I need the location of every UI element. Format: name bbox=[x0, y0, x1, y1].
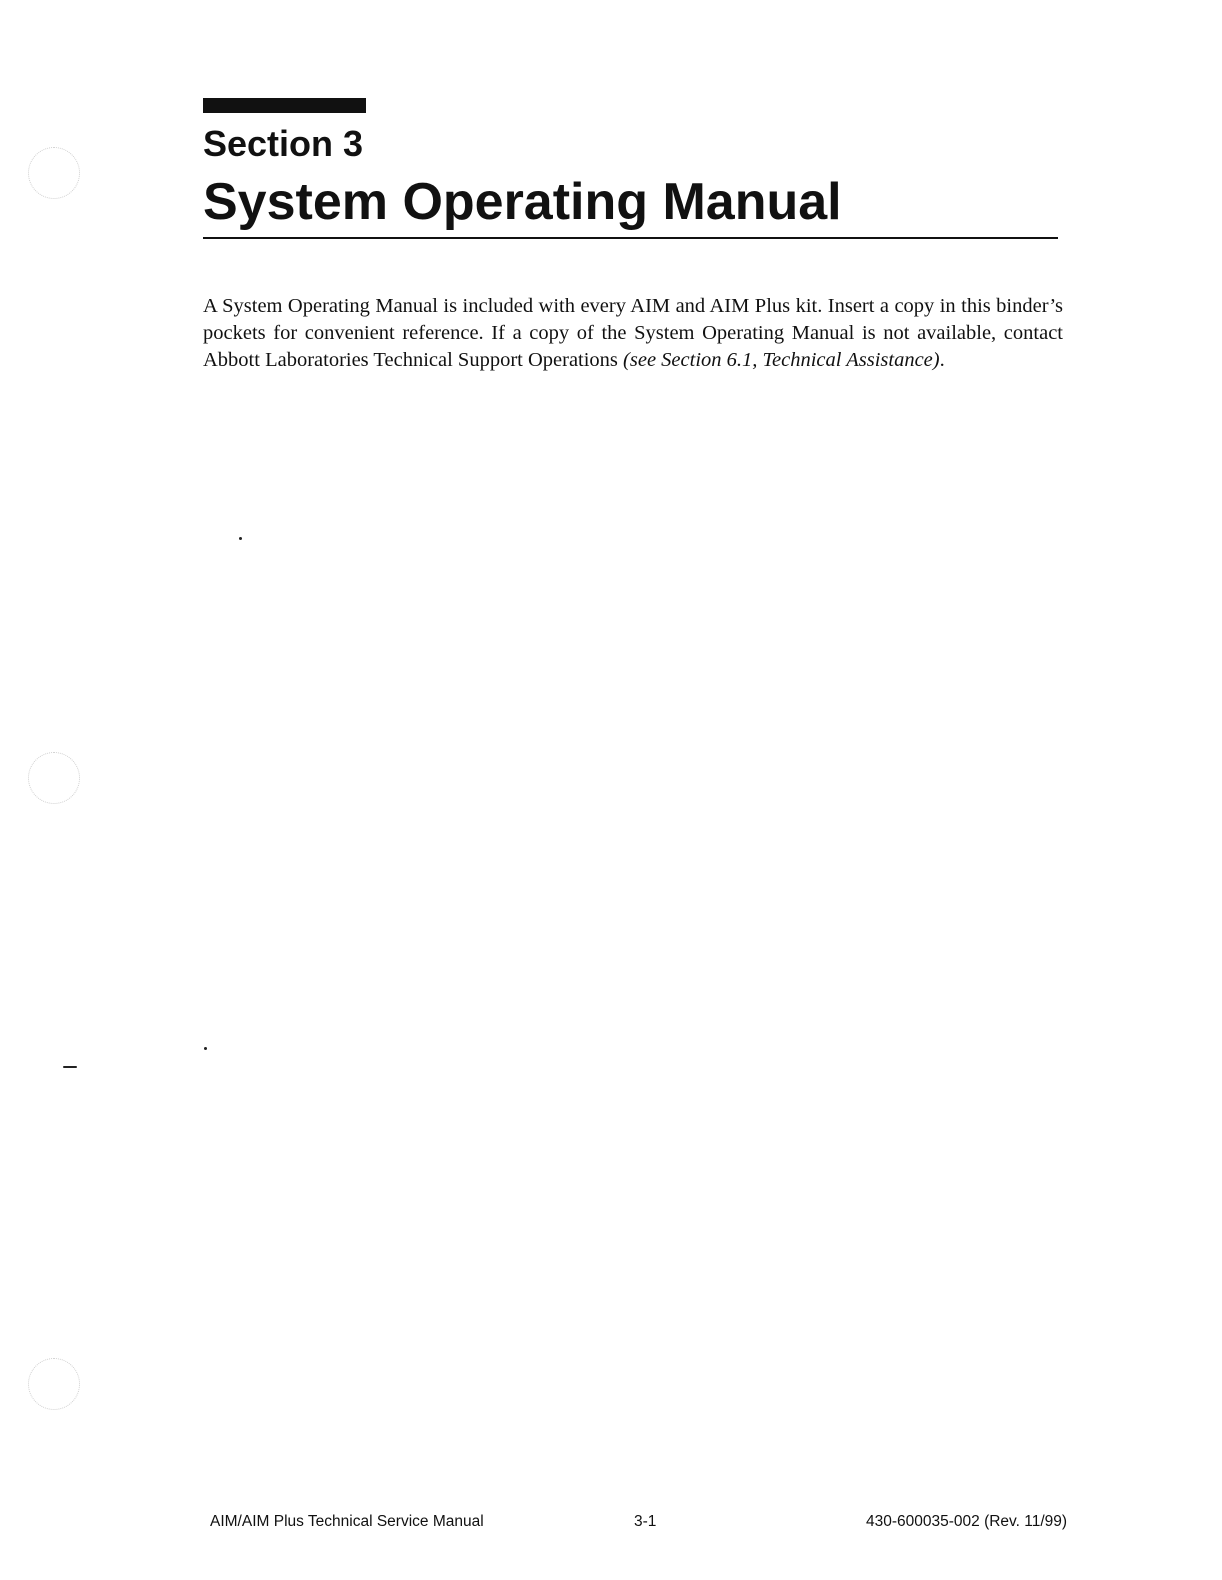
footer-page-number: 3-1 bbox=[634, 1513, 657, 1530]
scan-speck bbox=[63, 1066, 77, 1068]
binder-hole-bottom bbox=[28, 1358, 80, 1410]
section-reference: (see Section 6.1, Technical Assistance) bbox=[623, 349, 940, 371]
title-rule bbox=[203, 237, 1058, 239]
section-label: Section 3 bbox=[203, 123, 364, 164]
binder-hole-top bbox=[28, 147, 80, 199]
body-text-end: . bbox=[939, 349, 945, 371]
scan-speck bbox=[204, 1047, 207, 1050]
body-paragraph bbox=[203, 293, 1063, 374]
page-title: System Operating Manual bbox=[203, 173, 842, 231]
section-bar bbox=[203, 98, 366, 113]
binder-hole-middle bbox=[28, 752, 80, 804]
body-text: A System Operating Manual is included with every AIM and AIM Plus kit. Insert a copy in this binder’s pockets for convenient reference. If a copy of the System Operating Manual is not available, contact Abbott Laboratories Technical Support Operations bbox=[203, 295, 1063, 371]
footer-manual-name: AIM/AIM Plus Technical Service Manual bbox=[210, 1513, 484, 1530]
footer-document-number: 430-600035-002 (Rev. 11/99) bbox=[866, 1513, 1068, 1530]
scan-speck bbox=[239, 537, 242, 540]
